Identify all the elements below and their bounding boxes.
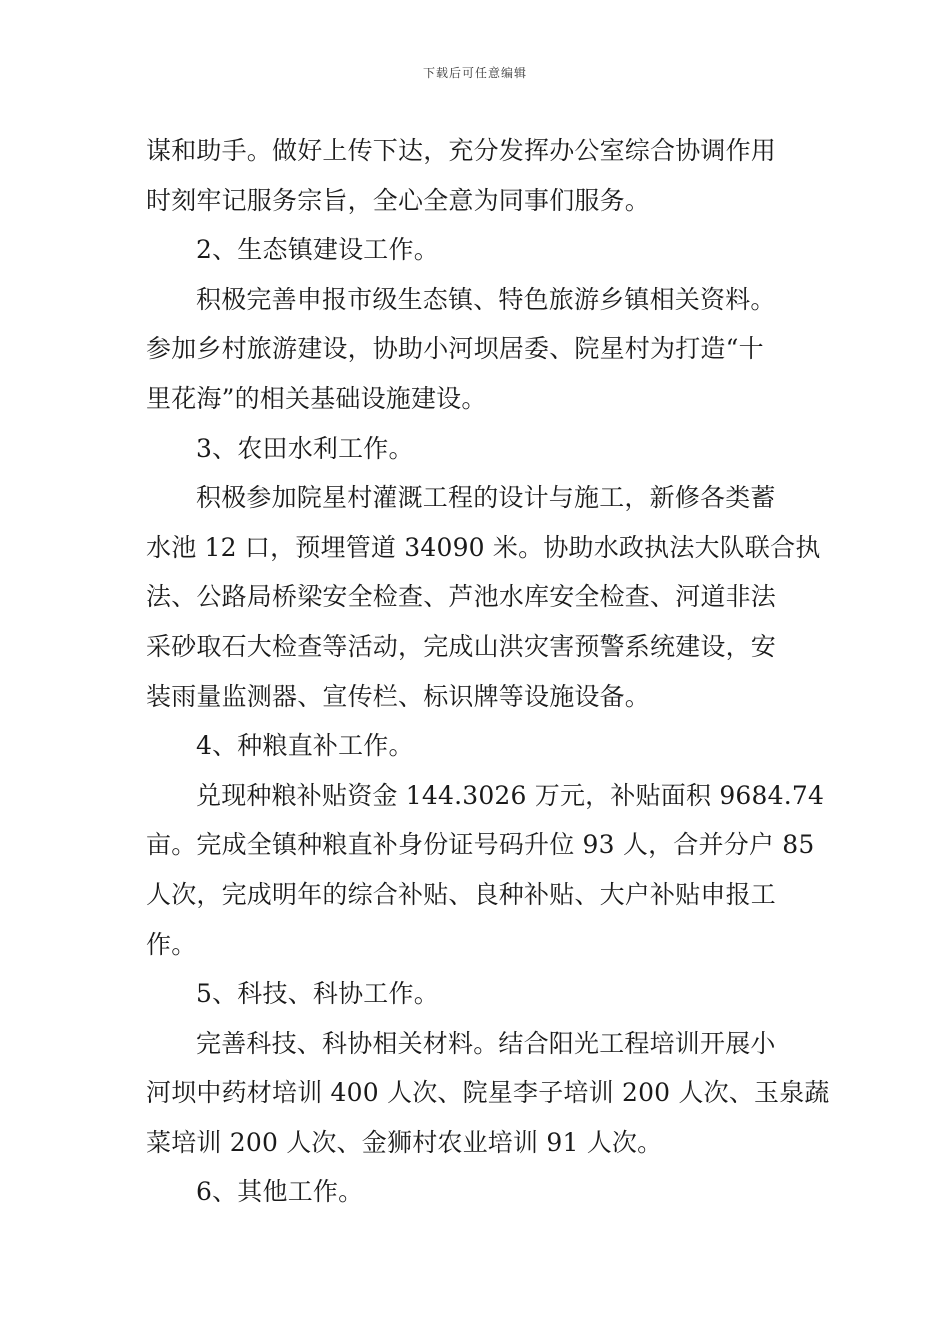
text-line: 3、农田水利工作。: [196, 433, 414, 463]
text-line: 6、其他工作。: [196, 1177, 364, 1207]
text-line: 水池 12 口，预埋管道 34090 米。协助水政执法大队联合执: [146, 532, 821, 562]
text-line: 菜培训 200 人次、金狮村农业培训 91 人次。: [146, 1127, 663, 1157]
body-text: [146, 126, 830, 1217]
text-line: 兑现种粮补贴资金 144.3026 万元，补贴面积 9684.74: [196, 780, 825, 810]
text-line: 作。: [146, 929, 197, 959]
text-line: 时刻牢记服务宗旨，全心全意为同事们服务。: [146, 185, 651, 215]
text-line: 积极参加院星村灌溉工程的设计与施工，新修各类蓄: [196, 483, 776, 513]
text-line: 2、生态镇建设工作。: [196, 235, 439, 265]
text-line: 采砂取石大检查等活动，完成山洪灾害预警系统建设，安: [146, 631, 777, 661]
text-line: 人次，完成明年的综合补贴、良种补贴、大户补贴申报工: [146, 879, 777, 909]
text-line: 法、公路局桥梁安全检查、芦池水库安全检查、河道非法: [146, 582, 777, 612]
text-line: 4、种粮直补工作。: [196, 731, 414, 761]
text-line: 5、科技、科协工作。: [196, 979, 439, 1009]
text-line: 亩。完成全镇种粮直补身份证号码升位 93 人，合并分户 85: [146, 830, 815, 860]
text-line: 积极完善申报市级生态镇、特色旅游乡镇相关资料。: [196, 284, 776, 314]
text-line: 参加乡村旅游建设，协助小河坝居委、院星村为打造“十: [146, 334, 764, 364]
text-line: 里花海”的相关基础设施建设。: [146, 383, 487, 413]
text-line: 装雨量监测器、宣传栏、标识牌等设施设备。: [146, 681, 651, 711]
text-line: 谋和助手。做好上传下达，充分发挥办公室综合协调作用: [146, 136, 777, 165]
text-line: 完善科技、科协相关材料。结合阳光工程培训开展小: [196, 1028, 776, 1058]
text-line: 河坝中药材培训 400 人次、院星李子培训 200 人次、玉泉蔬: [146, 1078, 830, 1108]
header-note: 下载后可任意编辑: [422, 66, 527, 80]
